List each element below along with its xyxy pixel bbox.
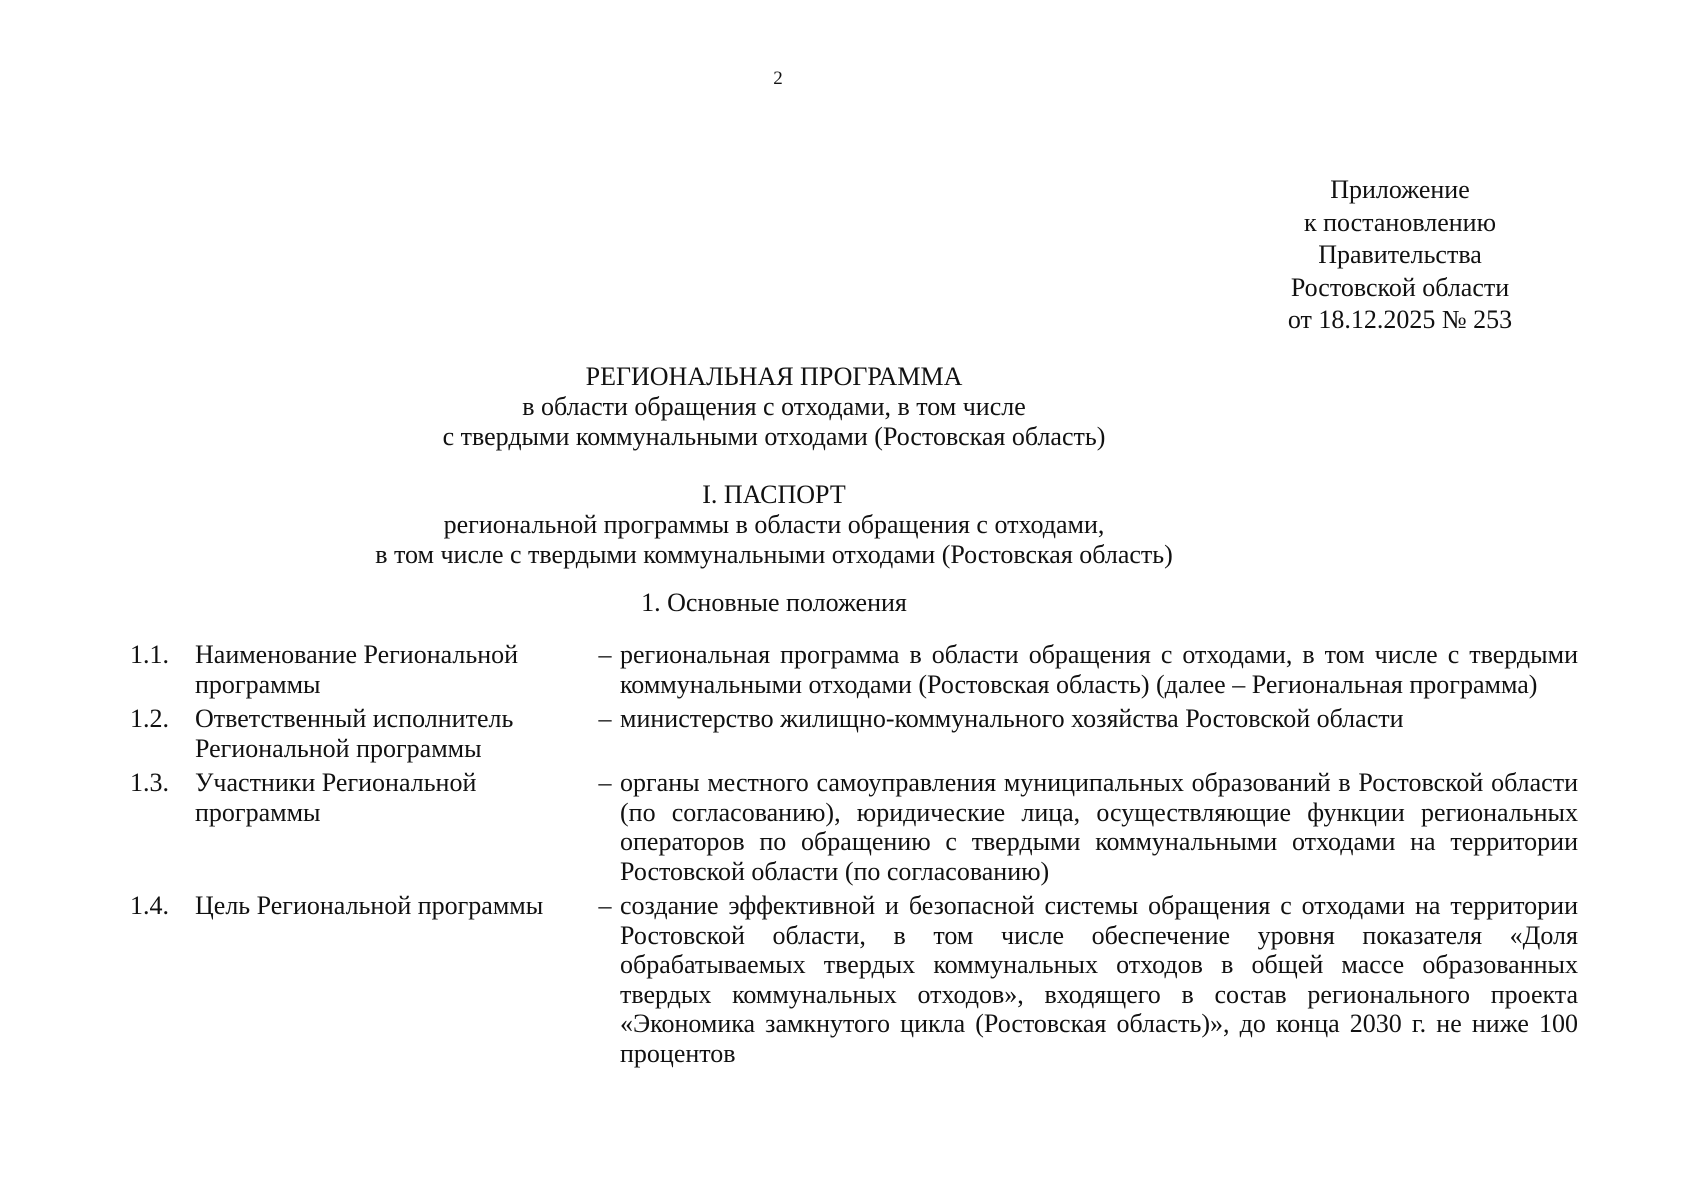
section-title: 1. Основные положения <box>641 588 907 617</box>
program-title-line: РЕГИОНАЛЬНАЯ ПРОГРАММА <box>585 362 963 391</box>
item-dash: – <box>598 640 612 669</box>
item-number: 1.2. <box>130 704 169 733</box>
item-label: Участники Региональной программы <box>195 768 477 827</box>
item-value: министерство жилищно-коммунального хозяйства Ростовской области <box>620 704 1404 733</box>
item-label: Ответственный исполнитель Региональной программы <box>195 704 514 763</box>
item-label: Наименование Региональной программы <box>195 640 519 699</box>
program-title-line: в области обращения с отходами, в том числе <box>522 392 1026 421</box>
item-value: создание эффективной и безопасной системы обращения с отходами на территории Ростовской области, в том числе обеспечение уровня показателя «Доля обрабатываемых твердых коммунальных отходов в общей массе образованных твердых коммунальных отходов», входящего в состав регионального проекта «Экономика замкнутого цикла (Ростовская область)», до конца 2030 г. не ниже 100 процентов <box>620 891 1578 1068</box>
item-dash: – <box>598 768 612 797</box>
item-dash: – <box>598 891 612 920</box>
item-number: 1.1. <box>130 640 169 669</box>
passport-item <box>130 704 1590 763</box>
passport-title-line: в том числе с твердыми коммунальными отходами (Ростовская область) <box>375 540 1173 569</box>
appendix-line: Приложение <box>1330 175 1470 204</box>
item-label: Цель Региональной программы <box>195 891 544 920</box>
passport-title <box>0 480 1698 570</box>
appendix-line: к постановлению <box>1303 207 1497 237</box>
program-title <box>0 362 1698 452</box>
appendix-line: Правительства <box>1318 240 1482 269</box>
passport-title-line: региональной программы в области обращения с отходами, <box>443 510 1105 539</box>
program-title-line: с твердыми коммунальными отходами (Ростовская область) <box>442 422 1106 451</box>
appendix-line: от 18.12.2025 № 253 <box>1287 305 1513 334</box>
passport-item <box>130 768 1590 886</box>
item-number: 1.4. <box>130 891 169 920</box>
item-dash: – <box>598 704 612 733</box>
item-value: региональная программа в области обращения с отходами, в том числе с твердыми коммунальными отходами (Ростовская область) (далее – Региональная программа) <box>620 640 1578 699</box>
appendix-block <box>1240 174 1560 337</box>
item-value: органы местного самоуправления муниципальных образований в Ростовской области (по согласованию), юридические лица, осуществляющие функции региональных операторов по обращению с твердыми коммунальными отходами на территории Ростовской области (по согласованию) <box>620 768 1578 886</box>
item-number: 1.3. <box>130 768 169 797</box>
passport-item <box>130 640 1590 699</box>
appendix-line: Ростовской области <box>1290 272 1510 302</box>
passport-item <box>130 891 1590 1068</box>
passport-items <box>130 640 1590 1073</box>
passport-title-line: I. ПАСПОРТ <box>702 480 846 509</box>
page-number: 2 <box>773 68 783 89</box>
